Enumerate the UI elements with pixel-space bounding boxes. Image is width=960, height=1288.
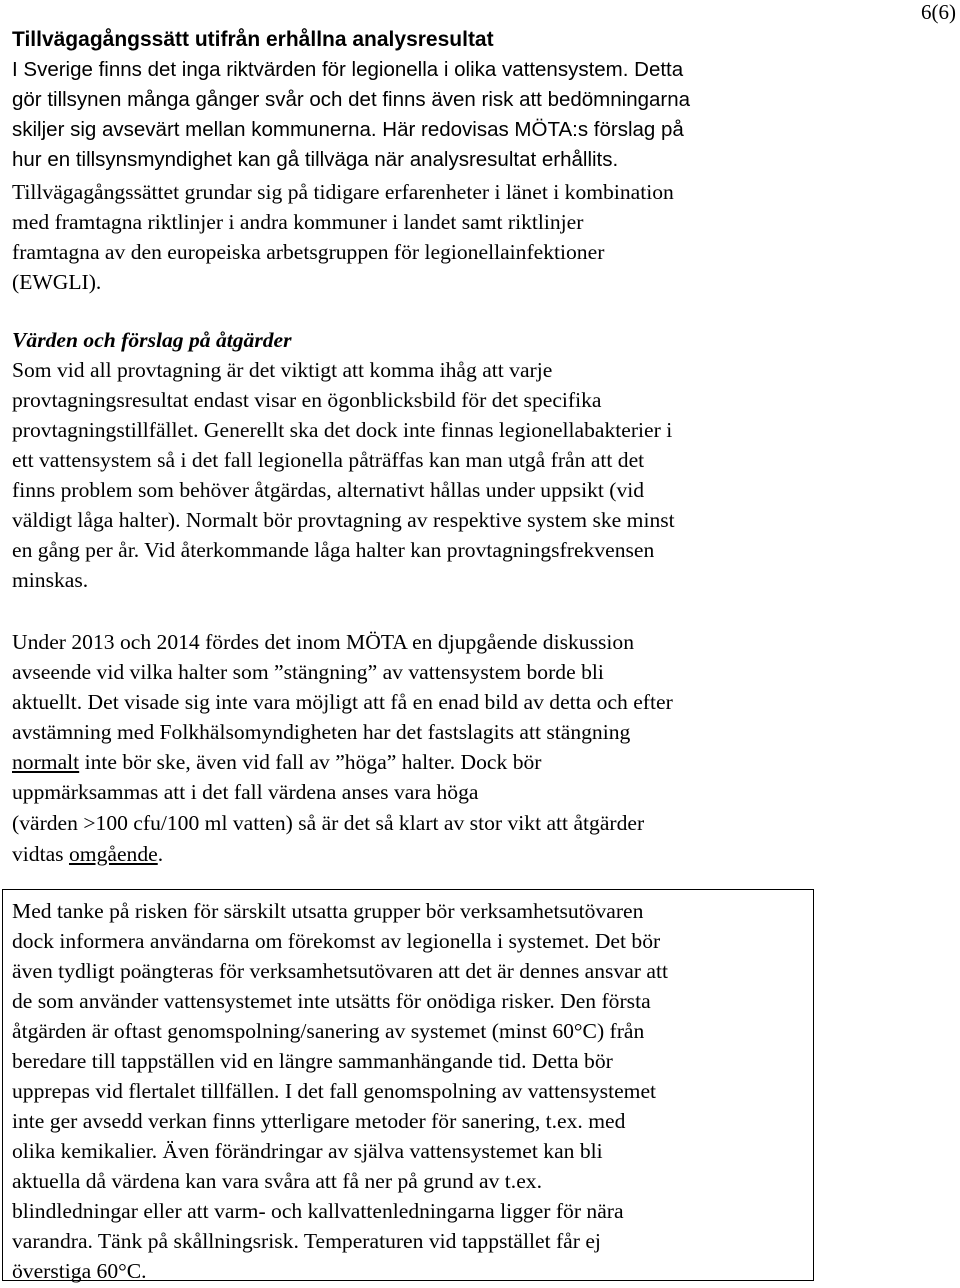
line-text: vidtas (12, 842, 69, 866)
paragraph-line: Under 2013 och 2014 fördes det inom MÖTA en djupgående diskussion (12, 630, 635, 654)
paragraph-line: med framtagna riktlinjer i andra kommuner i landet samt riktlinjer (12, 210, 584, 234)
underlined-word: omgående (68, 842, 158, 866)
section-heading-values: Värden och förslag på åtgärder (12, 328, 292, 352)
paragraph-line: (EWGLI). (12, 270, 102, 294)
paragraph-line: uppmärksammas att i det fall värdena anses vara höga (12, 780, 479, 804)
underlined-word: normalt (12, 750, 80, 774)
paragraph-line (12, 841, 163, 867)
paragraph-line: aktuellt. Det visade sig inte vara möjligt att få en enad bild av detta och efter (12, 690, 673, 714)
page-number: 6(6) (921, 0, 956, 24)
paragraph-line: avstämning med Folkhälsomyndigheten har det fastslagits att stängning (12, 720, 631, 744)
box-line: beredare till tappställen vid en längre sammanhängande tid. Detta bör (12, 1049, 613, 1073)
paragraph-line: framtagna av den europeiska arbetsgruppen för legionellainfektioner (12, 240, 605, 264)
box-line: de som använder vattensystemet inte utsätts för onödiga risker. Den första (12, 989, 651, 1013)
box-line: överstiga 60°C. (12, 1259, 147, 1283)
box-line: åtgärden är oftast genomspolning/sanering av systemet (minst 60°C) från (12, 1019, 645, 1043)
paragraph-line: gör tillsynen många gånger svår och det finns även risk att bedömningarna (12, 88, 691, 111)
paragraph-line: minskas. (12, 568, 89, 592)
paragraph-line: hur en tillsynsmyndighet kan gå tillväga när analysresultat erhållits. (12, 148, 619, 171)
box-line: upprepas vid flertalet tillfällen. I det fall genomspolning av vattensystemet (12, 1079, 657, 1103)
paragraph-line: (värden >100 cfu/100 ml vatten) så är det så klart av stor vikt att åtgärder (12, 811, 645, 835)
box-line: varandra. Tänk på skållningsrisk. Temperaturen vid tappstället får ej (12, 1229, 601, 1253)
paragraph-line: Tillvägagångssättet grundar sig på tidigare erfarenheter i länet i kombination (12, 180, 674, 204)
box-line: även tydligt poängteras för verksamhetsutövaren att det är dennes ansvar att (12, 959, 668, 983)
box-line: blindledningar eller att varm- och kallvattenledningarna ligger för nära (12, 1199, 624, 1223)
line-text: inte bör ske, även vid fall av ”höga” halter. Dock bör (79, 750, 542, 774)
box-line: Med tanke på risken för särskilt utsatta grupper bör verksamhetsutövaren (12, 899, 644, 923)
paragraph-line: väldigt låga halter). Normalt bör provtagning av respektive system ske minst (12, 508, 675, 532)
box-line: dock informera användarna om förekomst av legionella i systemet. Det bör (12, 929, 661, 953)
paragraph-line: avseende vid vilka halter som ”stängning” av vattensystem borde bli (12, 660, 604, 684)
paragraph-line: provtagningsresultat endast visar en ögonblicksbild för det specifika (12, 388, 602, 412)
paragraph-line: provtagningstillfället. Generellt ska det dock inte finnas legionellabakterier i (12, 418, 673, 442)
paragraph-line: Som vid all provtagning är det viktigt att komma ihåg att varje (12, 358, 553, 382)
paragraph-line (12, 749, 541, 775)
paragraph-line: skiljer sig avsevärt mellan kommunerna. Här redovisas MÖTA:s förslag på (12, 118, 684, 141)
paragraph-line: I Sverige finns det inga riktvärden för legionella i olika vattensystem. Detta (12, 58, 684, 81)
paragraph-line: ett vattensystem så i det fall legionella påträffas kan man utgå från att det (12, 448, 645, 472)
line-text: . (157, 842, 164, 866)
box-line: olika kemikalier. Även förändringar av själva vattensystemet kan bli (12, 1139, 603, 1163)
box-line: inte ger avsedd verkan finns ytterligare metoder för sanering, t.ex. med (12, 1109, 626, 1133)
paragraph-line: en gång per år. Vid återkommande låga halter kan provtagningsfrekvensen (12, 538, 655, 562)
box-line: aktuella då värdena kan vara svåra att få ner på grund av t.ex. (12, 1169, 542, 1193)
section-heading-approach: Tillvägagångssätt utifrån erhållna analysresultat (12, 28, 494, 51)
paragraph-line: finns problem som behöver åtgärdas, alternativt hållas under uppsikt (vid (12, 478, 645, 502)
